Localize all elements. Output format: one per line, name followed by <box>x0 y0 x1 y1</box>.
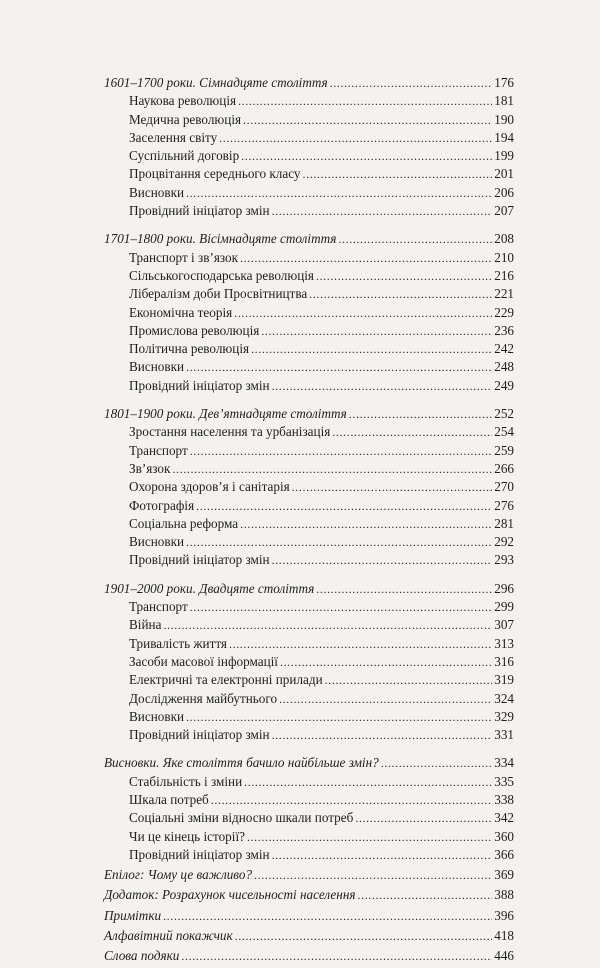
toc-heading-label: Висновки. Яке століття бачило найбільше змін? <box>104 755 379 771</box>
dot-leader <box>172 460 492 478</box>
toc-item <box>104 202 514 220</box>
dot-leader <box>247 828 492 846</box>
toc-section-acknowledgements <box>104 947 514 965</box>
dot-leader <box>244 773 492 791</box>
toc-item <box>104 111 514 129</box>
toc-item-label: Промислова революція <box>129 322 260 338</box>
toc-page-number: 338 <box>494 791 514 807</box>
toc-page-number: 335 <box>494 773 514 789</box>
toc-item-label: Процвітання середнього класу <box>129 166 301 182</box>
toc-item <box>104 653 514 671</box>
toc-page-number: 316 <box>494 653 514 669</box>
toc-page-number: 324 <box>494 690 514 706</box>
toc-item-label: Провідний ініціатор змін <box>129 203 270 219</box>
toc-item-label: Провідний ініціатор змін <box>129 552 270 568</box>
toc-section-17th-century <box>104 74 514 220</box>
toc-item-label: Транспорт <box>129 442 188 458</box>
toc-item <box>104 442 514 460</box>
toc-page-number: 199 <box>494 148 514 164</box>
dot-leader <box>240 515 492 533</box>
toc-item <box>104 377 514 395</box>
toc-item-label: Транспорт і зв’язок <box>129 249 239 265</box>
toc-item-label: Шкала потреб <box>129 791 209 807</box>
toc-item-label: Провідний ініціатор змін <box>129 377 270 393</box>
toc-page-number: 259 <box>494 442 514 458</box>
toc-item-label: Соціальні зміни відносно шкали потреб <box>129 810 354 826</box>
toc-page-number: 299 <box>494 599 514 615</box>
toc-item <box>104 340 514 358</box>
toc-item-label: Охорона здоров’я і санітарія <box>129 479 290 495</box>
dot-leader <box>190 598 492 616</box>
dot-leader <box>211 791 492 809</box>
toc-page-number: 270 <box>494 479 514 495</box>
toc-item <box>104 497 514 515</box>
dot-leader <box>280 653 492 671</box>
toc-page-number: 396 <box>494 907 514 923</box>
toc-page-number: 208 <box>494 231 514 247</box>
toc-page-number: 418 <box>494 928 514 944</box>
toc-page-number: 216 <box>494 267 514 283</box>
dot-leader <box>196 497 492 515</box>
toc-item-label: Наукова революція <box>129 93 237 109</box>
toc-page-number: 190 <box>494 111 514 127</box>
toc-item <box>104 129 514 147</box>
dot-leader <box>316 580 492 598</box>
toc-heading-label: Слова подяки <box>104 948 180 964</box>
dot-leader <box>186 358 492 376</box>
toc-heading-label: Примітки <box>104 907 162 923</box>
toc-item-label: Фотографія <box>129 497 195 513</box>
toc-item <box>104 304 514 322</box>
dot-leader <box>243 111 492 129</box>
toc-heading-label: 1601–1700 роки. Сімнадцяте століття <box>104 75 328 90</box>
toc-page-number: 254 <box>494 424 514 440</box>
dot-leader <box>279 690 492 708</box>
dot-leader <box>355 809 492 827</box>
toc-heading <box>104 947 514 965</box>
toc-item <box>104 165 514 183</box>
dot-leader <box>325 671 493 689</box>
toc-section-index <box>104 927 514 945</box>
toc-heading <box>104 405 514 423</box>
toc-item-label: Провідний ініціатор змін <box>129 846 270 862</box>
toc-page-number: 194 <box>494 129 514 145</box>
toc-item <box>104 147 514 165</box>
toc-item-label: Зростання населення та урбанізація <box>129 424 331 440</box>
toc-heading <box>104 886 514 904</box>
toc-item <box>104 598 514 616</box>
toc-item-label: Електричні та електронні прилади <box>129 672 323 688</box>
toc-item-label: Політична революція <box>129 341 250 357</box>
toc-heading-label: 1801–1900 роки. Дев’ятнадцяте століття <box>104 406 347 422</box>
toc-item-label: Дослідження майбутнього <box>129 690 278 706</box>
dot-leader <box>240 249 492 267</box>
dot-leader <box>272 726 493 744</box>
toc-section-20th-century <box>104 580 514 745</box>
toc-item <box>104 809 514 827</box>
dot-leader <box>332 423 492 441</box>
dot-leader <box>316 267 492 285</box>
toc-item-label: Висновки <box>129 359 185 375</box>
toc-heading <box>104 907 514 925</box>
toc-page-number: 281 <box>494 515 514 531</box>
toc-heading <box>104 866 514 884</box>
toc-page-number: 360 <box>494 828 514 844</box>
dot-leader <box>190 442 492 460</box>
toc-item-label: Суспільний договір <box>129 148 240 164</box>
toc-item-label: Чи це кінець історії? <box>129 828 245 844</box>
toc-page-number: 276 <box>494 497 514 513</box>
dot-leader <box>272 377 493 395</box>
toc-item-label: Стабільність і зміни <box>129 773 243 789</box>
dot-leader <box>181 947 492 965</box>
toc-page-number: 248 <box>494 359 514 375</box>
dot-leader <box>358 886 493 904</box>
dot-leader <box>272 846 493 864</box>
toc-page-number: 266 <box>494 460 514 476</box>
dot-leader <box>229 635 492 653</box>
toc-item <box>104 671 514 689</box>
toc-section-appendix <box>104 886 514 904</box>
dot-leader <box>163 907 492 925</box>
toc-item-label: Тривалість життя <box>129 635 227 651</box>
dot-leader <box>163 616 492 634</box>
toc-page-number: 176 <box>494 75 514 90</box>
toc-page-number: 329 <box>494 708 514 724</box>
toc-item <box>104 267 514 285</box>
toc-item-label: Провідний ініціатор змін <box>129 727 270 743</box>
dot-leader <box>349 405 492 423</box>
toc-page-number: 331 <box>494 727 514 743</box>
toc-page-number: 293 <box>494 552 514 568</box>
toc-page-number: 334 <box>494 755 514 771</box>
toc-page-number: 388 <box>494 887 514 903</box>
toc-heading-label: Епілог: Чому це важливо? <box>104 867 253 883</box>
toc-item-label: Заселення світу <box>129 129 218 145</box>
toc-page-number: 292 <box>494 534 514 550</box>
toc-item <box>104 791 514 809</box>
toc-section-notes <box>104 907 514 925</box>
toc-item <box>104 533 514 551</box>
toc-item <box>104 184 514 202</box>
dot-leader <box>261 322 492 340</box>
dot-leader <box>381 754 492 772</box>
toc-heading <box>104 230 514 248</box>
toc-heading <box>104 927 514 945</box>
toc-item <box>104 828 514 846</box>
dot-leader <box>330 74 493 92</box>
toc-item <box>104 358 514 376</box>
dot-leader <box>238 92 492 110</box>
toc-page-number: 236 <box>494 322 514 338</box>
dot-leader <box>272 551 493 569</box>
dot-leader <box>186 708 492 726</box>
table-of-contents <box>104 74 514 968</box>
toc-page-number: 210 <box>494 249 514 265</box>
toc-item <box>104 690 514 708</box>
dot-leader <box>219 129 492 147</box>
toc-item-label: Економічна теорія <box>129 304 233 320</box>
toc-section-18th-century <box>104 230 514 395</box>
dot-leader <box>292 478 493 496</box>
toc-heading-label: Алфавітний покажчик <box>104 928 233 944</box>
toc-item <box>104 846 514 864</box>
toc-item-label: Соціальна реформа <box>129 515 239 531</box>
toc-page-number: 369 <box>494 867 514 883</box>
toc-item-label: Висновки <box>129 708 185 724</box>
toc-item-label: Зв’язок <box>129 460 171 476</box>
toc-heading <box>104 754 514 772</box>
toc-item-label: Сільськогосподарська революція <box>129 267 314 283</box>
toc-item <box>104 708 514 726</box>
toc-page-number: 252 <box>494 406 514 422</box>
toc-section-19th-century <box>104 405 514 570</box>
toc-page-number: 296 <box>494 580 514 596</box>
toc-item <box>104 322 514 340</box>
toc-item <box>104 249 514 267</box>
toc-item-label: Лібералізм доби Просвітництва <box>129 286 308 302</box>
toc-item-label: Висновки <box>129 184 185 200</box>
toc-item-label: Висновки <box>129 534 185 550</box>
toc-page-number: 201 <box>494 166 514 182</box>
toc-page-number: 313 <box>494 635 514 651</box>
toc-page-number: 319 <box>494 672 514 688</box>
toc-item <box>104 551 514 569</box>
toc-item <box>104 616 514 634</box>
dot-leader <box>235 927 493 945</box>
dot-leader <box>251 340 492 358</box>
toc-item <box>104 478 514 496</box>
dot-leader <box>309 285 492 303</box>
dot-leader <box>272 202 493 220</box>
toc-page-number: 342 <box>494 810 514 826</box>
toc-item-label: Засоби масової інформації <box>129 653 278 669</box>
toc-page-number: 242 <box>494 341 514 357</box>
dot-leader <box>303 165 493 183</box>
dot-leader <box>241 147 492 165</box>
toc-item <box>104 423 514 441</box>
dot-leader <box>254 866 492 884</box>
dot-leader <box>186 533 492 551</box>
toc-item-label: Медична революція <box>129 111 242 127</box>
toc-page-number: 207 <box>494 203 514 219</box>
toc-page-number: 307 <box>494 617 514 633</box>
toc-page-number: 446 <box>494 948 514 964</box>
toc-page-number: 206 <box>494 184 514 200</box>
toc-item <box>104 773 514 791</box>
toc-item-label: Транспорт <box>129 599 188 615</box>
toc-item <box>104 460 514 478</box>
toc-page-number: 221 <box>494 286 514 302</box>
toc-page-number: 181 <box>494 93 514 109</box>
toc-heading <box>104 74 514 92</box>
toc-item <box>104 635 514 653</box>
dot-leader <box>338 230 492 248</box>
toc-item-label: Війна <box>129 617 162 633</box>
toc-section-epilogue <box>104 866 514 884</box>
toc-item <box>104 726 514 744</box>
toc-page-number: 249 <box>494 377 514 393</box>
toc-heading-label: Додаток: Розрахунок чисельності населення <box>104 887 356 903</box>
toc-item <box>104 515 514 533</box>
toc-page-number: 366 <box>494 846 514 862</box>
toc-heading-label: 1901–2000 роки. Двадцяте століття <box>104 580 315 596</box>
toc-item <box>104 92 514 110</box>
toc-section-conclusions <box>104 754 514 864</box>
dot-leader <box>186 184 492 202</box>
toc-heading <box>104 580 514 598</box>
dot-leader <box>234 304 492 322</box>
toc-item <box>104 285 514 303</box>
toc-heading-label: 1701–1800 роки. Вісімнадцяте століття <box>104 231 337 247</box>
toc-page-number: 229 <box>494 304 514 320</box>
